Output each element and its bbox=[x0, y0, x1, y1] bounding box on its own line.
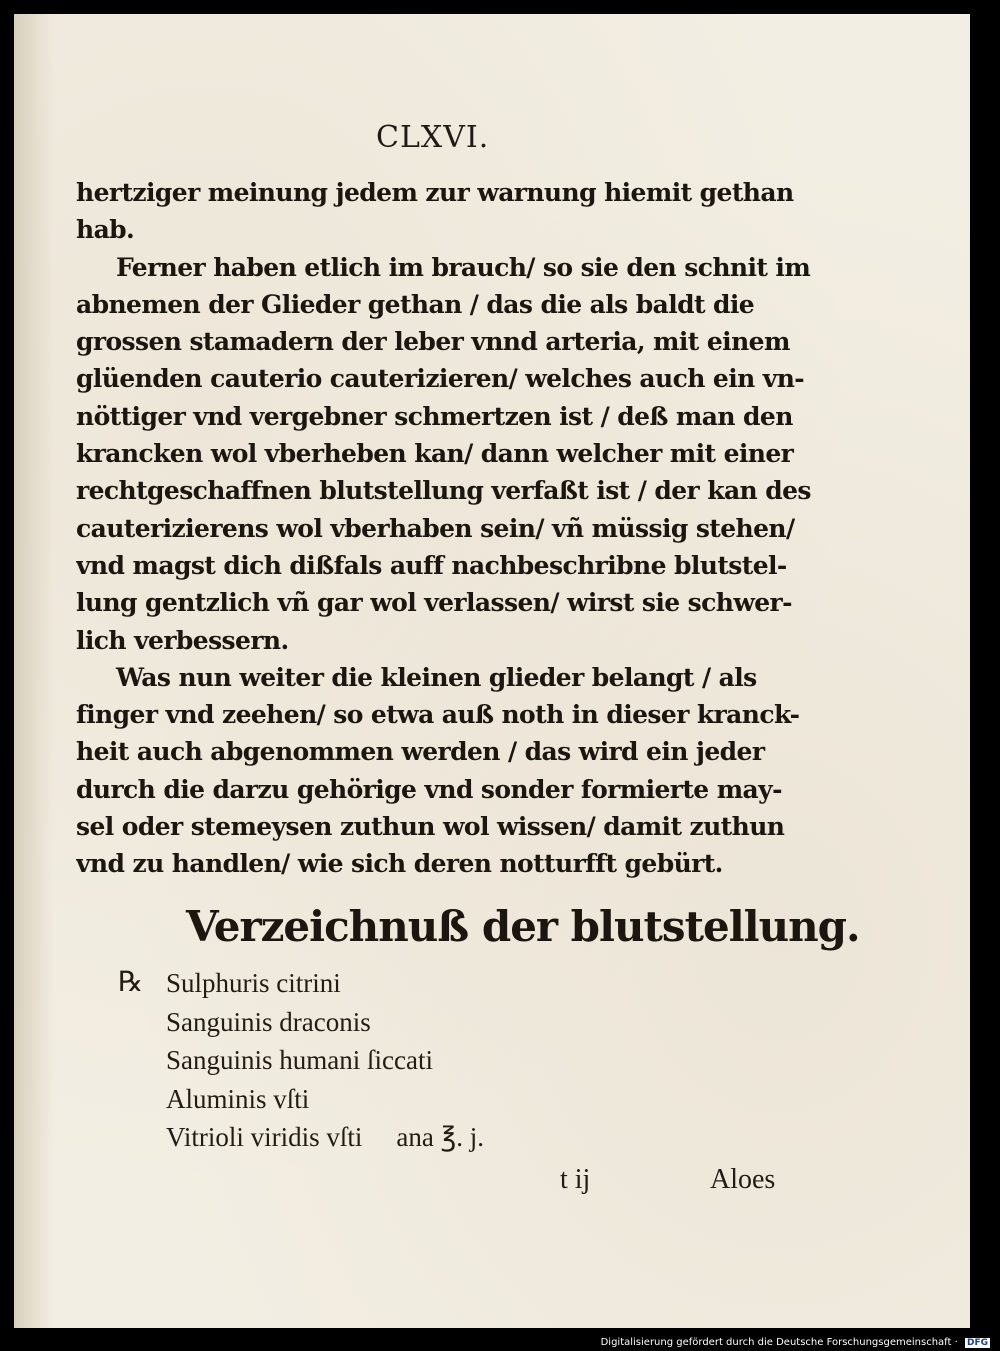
text-line: heit auch abgenommen werden / das wird ein jeder bbox=[76, 737, 765, 767]
text-line: lich verbessern. bbox=[76, 625, 289, 655]
text-line: nöttiger vnd vergebner schmertzen ist / deß man den bbox=[76, 401, 793, 431]
folio-number: CLXVI. bbox=[376, 120, 490, 155]
text-line: krancken wol vberheben kan/ dann welcher mit einer bbox=[76, 439, 794, 469]
recipe-item-last bbox=[118, 1118, 484, 1157]
text-line: vnd magst dich dißfals auff nachbeschribne blutstel- bbox=[76, 550, 787, 580]
text-line: abnemen der Glieder gethan / das die als baldt die bbox=[76, 289, 755, 319]
section-heading: Verzeichnuß der blutstellung. bbox=[186, 902, 860, 951]
text-line: sel oder stemeysen zuthun wol wissen/ damit zuthun bbox=[76, 812, 785, 842]
dfg-logo: DFG bbox=[966, 1338, 988, 1348]
recipe-list bbox=[118, 964, 484, 1157]
text-line: Ferner haben etlich im brauch/ so sie den schnit im bbox=[116, 252, 811, 282]
text-line: hab. bbox=[76, 215, 135, 245]
recipe-item: Aluminis vſti bbox=[166, 1083, 310, 1114]
text-line: durch die darzu gehörige vnd sonder formierte may- bbox=[76, 774, 782, 804]
text-line: vnd zu handlen/ wie sich deren notturfft gebürt. bbox=[76, 849, 723, 879]
text-line: hertziger meinung jedem zur warnung hiemit gethan bbox=[76, 178, 794, 207]
recipe-dose: ana ℥. j. bbox=[396, 1122, 484, 1152]
body-text bbox=[76, 174, 826, 883]
footer-text: Digitalisierung gefördert durch die Deutsche Forschungsgemeinschaft · bbox=[600, 1337, 958, 1348]
signature-mark: t ij bbox=[560, 1164, 591, 1195]
text-line: rechtgeschaffnen blutstellung verfaßt ist / der kan des bbox=[76, 476, 811, 506]
recipe-item: Vitrioli viridis vſti bbox=[166, 1122, 363, 1152]
text-line: grossen stamadern der leber vnnd arteria, mit einem bbox=[76, 327, 790, 357]
page-gutter-shadow bbox=[14, 14, 54, 1328]
recipe-item: Sanguinis humani ſiccati bbox=[166, 1045, 433, 1075]
recipe-symbol: ℞ bbox=[118, 967, 144, 998]
text-line: glüenden cauterio cauterizieren/ welches auch ein vn- bbox=[76, 364, 805, 394]
text-line: cauterizierens wol vberhaben sein/ vñ müssig stehen/ bbox=[76, 513, 795, 543]
text-line: lung gentzlich vñ gar wol verlassen/ wirst sie schwer- bbox=[76, 588, 792, 618]
text-line: Was nun weiter die kleinen glieder belangt / als bbox=[116, 662, 757, 692]
recipe-item: Sulphuris citrini bbox=[166, 968, 341, 998]
catchword: Aloes bbox=[710, 1164, 776, 1195]
digitization-footer bbox=[601, 1337, 990, 1348]
book-page bbox=[14, 14, 970, 1328]
text-line: finger vnd zeehen/ so etwa auß noth in dieser kranck- bbox=[76, 700, 800, 730]
recipe-item: Sanguinis draconis bbox=[166, 1006, 371, 1037]
